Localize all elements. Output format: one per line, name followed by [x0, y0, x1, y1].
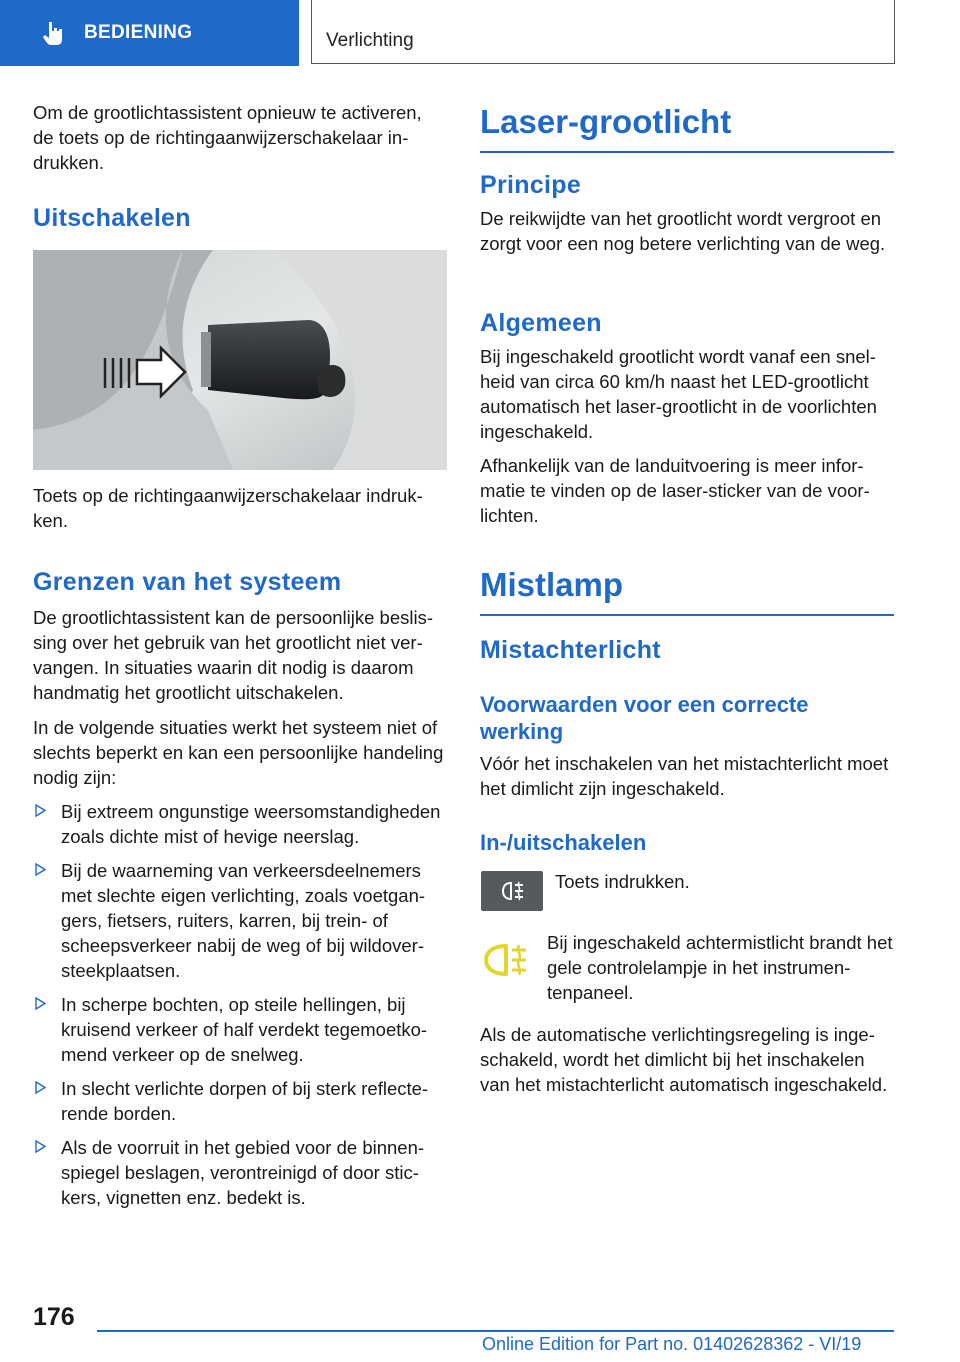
heading-algemeen: Algemeen: [480, 309, 602, 337]
triangle-bullet-icon: [35, 997, 46, 1010]
grenzen-paragraph-1: De grootlichtassistent kan de persoonlijke beslissing over het gebruik van het grootlicht niet vervangen. In situaties waarin dit nodig is daarom handmatig het grootlicht uitschakelen.: [33, 607, 434, 703]
triangle-bullet-icon: [35, 863, 46, 876]
triangle-bullet-icon: [35, 1081, 46, 1094]
algemeen-paragraph-1: Bij ingeschakeld grootlicht wordt vanaf een snelheid van circa 60 km/h naast het LED-grootlicht automatisch het laser-grootlicht in de voorlichten ingeschakeld.: [480, 346, 877, 442]
list-item: Bij de waarneming van verkeersdeelnemers met slechte eigen verlichting, zoals voetgangers, fietsers, ruiters, karren, bij trein- of scheepsverkeer nabij de weg of bij wildoversteekplaatsen.: [33, 858, 447, 983]
heading-grenzen: Grenzen van het systeem: [33, 568, 342, 596]
switch-photo: [33, 250, 447, 470]
lamp-text: Bij ingeschakeld achtermistlicht brandt het gele controlelampje in het instrumentenpaneel.: [547, 932, 893, 1003]
heading-mistachterlicht: Mistachterlicht: [480, 636, 661, 664]
auto-text: Als de automatische verlichtingsregeling is ingeschakeld, wordt het dimlicht bij het inschakelen van het mistachterlicht automatisch ingeschakeld.: [480, 1024, 888, 1095]
photo-caption: Toets op de richtingaanwijzerschakelaar indrukken.: [33, 485, 423, 531]
intro-paragraph: Om de grootlichtassistent opnieuw te activeren, de toets op de richtingaanwijzerschakelaar indrukken.: [33, 102, 422, 173]
footer-divider: [97, 1330, 894, 1332]
principe-text: De reikwijdte van het grootlicht wordt vergroot en zorgt voor een nog betere verlichting van de weg.: [480, 208, 886, 254]
heading-laser-grootlicht: Laser-grootlicht: [480, 103, 894, 153]
hand-pointer-icon: [40, 20, 66, 46]
heading-mistlamp: Mistlamp: [480, 566, 894, 616]
chapter-label: BEDIENING: [84, 22, 193, 43]
section-header: [311, 0, 895, 64]
left-column: [33, 100, 447, 175]
rear-fog-button-icon: [481, 871, 543, 911]
list-item: Als de voorruit in het gebied voor de binnenspiegel beslagen, verontreinigd of door stickers, vignetten enz. bedekt is.: [33, 1135, 447, 1210]
right-column: [480, 103, 894, 153]
grenzen-paragraph-2: In de volgende situaties werkt het systeem niet of slechts beperkt en kan een persoonlijke handeling nodig zijn:: [33, 717, 444, 788]
heading-principe: Principe: [480, 171, 582, 199]
heading-uitschakelen: Uitschakelen: [33, 204, 191, 232]
algemeen-paragraph-2: Afhankelijk van de landuitvoering is meer informatie te vinden op de laser-sticker van de voorlichten.: [480, 455, 870, 526]
triangle-bullet-icon: [35, 804, 46, 817]
voorwaarden-text: Vóór het inschakelen van het mistachterlicht moet het dimlicht zijn ingeschakeld.: [480, 753, 889, 799]
heading-in-uitschakelen: In-/uitschakelen: [480, 830, 647, 855]
list-item: Bij extreem ongunstige weersomstandigheden zoals dichte mist of hevige neerslag.: [33, 799, 447, 849]
page-number: 176: [33, 1303, 75, 1331]
limitations-list: [33, 799, 447, 1210]
list-item: In scherpe bochten, op steile hellingen, bij kruisend verkeer of half verdekt tegemoetkomend verkeer op de snelweg.: [33, 992, 447, 1067]
edition-note: Online Edition for Part no. 01402628362 - VI/19: [482, 1334, 862, 1354]
toets-text: Toets indrukken.: [555, 871, 690, 892]
heading-voorwaarden: Voorwaarden voor een correcte werking: [480, 692, 809, 744]
chapter-tab[interactable]: [0, 0, 299, 66]
part-number: 01402628362: [693, 1334, 804, 1354]
triangle-bullet-icon: [35, 1140, 46, 1153]
list-item: In slecht verlichte dorpen of bij sterk reflecterende borden.: [33, 1076, 447, 1126]
rear-fog-indicator-icon: [481, 940, 543, 980]
section-label: Verlichting: [326, 30, 414, 51]
